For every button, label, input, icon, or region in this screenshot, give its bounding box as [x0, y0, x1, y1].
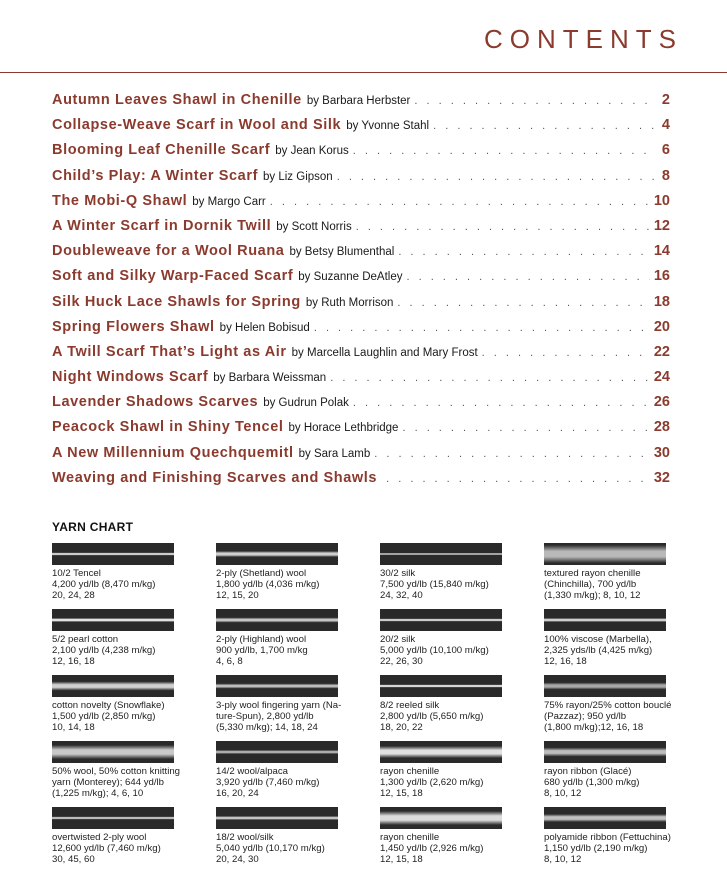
yarn-swatch-image	[52, 675, 174, 697]
yarn-strand	[380, 746, 502, 758]
toc-entry-title: Spring Flowers Shawl	[52, 318, 215, 335]
yarn-chart-item	[52, 609, 210, 667]
toc-entry-page: 12	[653, 217, 670, 234]
yarn-chart-item	[52, 543, 210, 601]
yarn-description-line: 8, 10, 12	[544, 787, 582, 799]
yarn-chart-item	[380, 543, 538, 601]
toc-entry-page: 4	[661, 117, 670, 134]
yarn-description-line: 8, 10, 12	[544, 853, 582, 865]
yarn-description-line: 24, 32, 40	[380, 589, 423, 601]
yarn-description-line: 12, 16, 18	[544, 655, 587, 667]
yarn-description-line: 5,040 yd/lb (10,170 m/kg)	[216, 842, 325, 854]
yarn-chart-item	[544, 741, 702, 799]
yarn-description-line: 680 yd/lb (1,300 m/kg)	[544, 776, 640, 788]
yarn-swatch-image	[380, 807, 502, 829]
yarn-description-line: (Chinchilla), 700 yd/lb	[544, 578, 637, 590]
yarn-description-line: 18/2 wool/silk	[216, 832, 274, 843]
toc-entry-page: 28	[653, 419, 670, 436]
toc-entry-page: 22	[653, 343, 670, 360]
yarn-chart-item	[380, 675, 538, 733]
toc-entry[interactable]	[52, 344, 670, 369]
yarn-swatch-image	[52, 543, 174, 565]
yarn-description-line: (1,800 m/kg);12, 16, 18	[544, 721, 644, 733]
yarn-description	[216, 701, 374, 733]
toc-entry-author: by Liz Gipson	[263, 170, 333, 183]
yarn-description-line: rayon ribbon (Glacé)	[544, 766, 632, 777]
toc-entry[interactable]	[52, 294, 670, 319]
yarn-description-line: 30, 45, 60	[52, 853, 95, 865]
yarn-description-line: 20/2 silk	[380, 634, 416, 645]
yarn-strand	[216, 551, 338, 557]
yarn-swatch-image	[380, 609, 502, 631]
toc-entry-title: Weaving and Finishing Scarves and Shawls	[52, 469, 378, 486]
page-title: CONTENTS	[484, 24, 683, 54]
yarn-description	[380, 635, 538, 667]
toc-entry[interactable]	[52, 92, 670, 117]
yarn-description	[380, 767, 538, 799]
toc-entry-page: 30	[653, 444, 670, 461]
toc-entry-page: 18	[653, 293, 670, 310]
toc-entry-author: by Barbara Weissman	[213, 372, 327, 385]
yarn-description	[216, 767, 374, 799]
yarn-strand	[544, 545, 666, 563]
yarn-description-line: 12,600 yd/lb (7,460 m/kg)	[52, 842, 161, 854]
yarn-chart-item	[52, 741, 210, 799]
header-divider	[0, 72, 727, 73]
yarn-description-line: (Pazzaz); 950 yd/lb	[544, 710, 627, 722]
yarn-description-line: 900 yd/lb, 1,700 m/kg	[216, 644, 308, 656]
toc-entry-page: 20	[653, 318, 670, 335]
yarn-swatch-image	[216, 543, 338, 565]
yarn-strand	[380, 553, 502, 555]
toc-leader-dots	[353, 397, 650, 409]
toc-entry-page: 26	[653, 394, 670, 411]
yarn-chart-item	[216, 807, 374, 865]
toc-leader-dots	[398, 246, 650, 258]
toc-entry-title: Night Windows Scarf	[52, 369, 209, 386]
toc-leader-dots	[374, 448, 650, 460]
yarn-chart-heading: YARN CHART	[52, 520, 134, 534]
yarn-swatch-image	[216, 807, 338, 829]
toc-entry-page: 6	[661, 142, 670, 159]
yarn-description-line: 4,200 yd/lb (8,470 m/kg)	[52, 578, 156, 590]
toc-entry-title: A New Millennium Quechquemitl	[52, 444, 294, 461]
yarn-description-line: 7,500 yd/lb (15,840 m/kg)	[380, 578, 489, 590]
yarn-chart-item	[544, 675, 702, 733]
yarn-description-line: 18, 20, 22	[380, 721, 423, 733]
yarn-description-line: textured rayon chenille	[544, 568, 641, 579]
toc-entry-title: Lavender Shadows Scarves	[52, 394, 259, 411]
toc-entry-title: A Twill Scarf That’s Light as Air	[52, 343, 287, 360]
toc-leader-dots	[353, 145, 654, 157]
yarn-strand	[380, 685, 502, 688]
yarn-description-line: 2-ply (Highland) wool	[216, 634, 307, 645]
toc-leader-dots	[337, 171, 654, 183]
yarn-description	[380, 701, 538, 733]
toc-entry-page: 2	[661, 92, 670, 108]
toc-entry[interactable]	[52, 117, 670, 142]
yarn-description-line: 3,920 yd/lb (7,460 m/kg)	[216, 776, 320, 788]
yarn-description-line: 2-ply (Shetland) wool	[216, 568, 307, 579]
yarn-description	[380, 569, 538, 601]
yarn-description	[52, 569, 210, 601]
yarn-description	[52, 635, 210, 667]
toc-entry[interactable]	[52, 470, 670, 495]
toc-entry[interactable]	[52, 319, 670, 344]
toc-entry-title: The Mobi-Q Shawl	[52, 192, 188, 209]
yarn-description	[52, 767, 210, 799]
toc-entry-author: by Sara Lamb	[298, 447, 371, 460]
yarn-swatch-image	[216, 609, 338, 631]
yarn-chart-item	[216, 609, 374, 667]
toc-leader-dots	[330, 372, 650, 384]
toc-entry-author: by Helen Bobisud	[219, 321, 310, 334]
yarn-description-line: yarn (Monterey); 644 yd/lb	[52, 776, 164, 788]
yarn-strand	[216, 816, 338, 820]
yarn-chart-item	[544, 609, 702, 667]
toc-leader-dots	[397, 297, 649, 309]
yarn-description-line: 1,300 yd/lb (2,620 m/kg)	[380, 776, 484, 788]
yarn-description-line: 30/2 silk	[380, 568, 416, 579]
toc-entry-author: by Margo Carr	[192, 195, 266, 208]
yarn-chart-item	[52, 675, 210, 733]
yarn-description-line: 20, 24, 28	[52, 589, 95, 601]
toc-entry-title: Doubleweave for a Wool Ruana	[52, 243, 285, 260]
yarn-swatch-image	[544, 807, 666, 829]
yarn-strand	[380, 619, 502, 622]
yarn-swatch-image	[544, 741, 666, 763]
toc-entry[interactable]	[52, 394, 670, 419]
yarn-chart-item	[380, 609, 538, 667]
toc-entry[interactable]	[52, 243, 670, 268]
toc-entry-page: 16	[653, 268, 670, 285]
toc-leader-dots	[386, 473, 650, 485]
toc-leader-dots	[433, 120, 654, 132]
yarn-strand	[52, 817, 174, 820]
yarn-strand	[544, 748, 666, 757]
yarn-description-line: 2,100 yd/lb (4,238 m/kg)	[52, 644, 156, 656]
yarn-chart-item	[216, 675, 374, 733]
toc-entry-title: Silk Huck Lace Shawls for Spring	[52, 293, 301, 310]
yarn-description-line: 75% rayon/25% cotton bouclé	[544, 700, 672, 711]
table-of-contents	[52, 92, 670, 495]
yarn-description-line: polyamide ribbon (Fettuchina)	[544, 832, 671, 843]
yarn-description-line: 5/2 pearl cotton	[52, 634, 119, 645]
yarn-description-line: 2,800 yd/lb (5,650 m/kg)	[380, 710, 484, 722]
toc-entry-title: Blooming Leaf Chenille Scarf	[52, 142, 271, 159]
toc-entry-author: by Horace Lethbridge	[288, 422, 399, 435]
toc-entry[interactable]	[52, 142, 670, 167]
yarn-description-line: rayon chenille	[380, 766, 440, 777]
yarn-swatch-image	[380, 741, 502, 763]
toc-entry[interactable]	[52, 268, 670, 293]
toc-entry-author: by Barbara Herbster	[306, 95, 411, 107]
yarn-description-line: 8/2 reeled silk	[380, 700, 440, 711]
toc-entry[interactable]	[52, 193, 670, 218]
toc-entry[interactable]	[52, 445, 670, 470]
toc-leader-dots	[414, 95, 654, 107]
toc-entry[interactable]	[52, 218, 670, 243]
yarn-description-line: 10, 14, 18	[52, 721, 95, 733]
toc-entry-title: Soft and Silky Warp-Faced Scarf	[52, 268, 294, 285]
yarn-swatch-image	[380, 543, 502, 565]
toc-entry-author: by Yvonne Stahl	[346, 120, 430, 133]
yarn-swatch-image	[52, 609, 174, 631]
yarn-description-line: rayon chenille	[380, 832, 440, 843]
toc-entry-page: 10	[653, 192, 670, 209]
yarn-description-line: (5,330 m/kg); 14, 18, 24	[216, 721, 318, 733]
toc-entry[interactable]	[52, 168, 670, 193]
yarn-description	[544, 767, 702, 799]
yarn-description-line: 12, 15, 18	[380, 787, 423, 799]
yarn-strand	[52, 745, 174, 759]
toc-entry-page: 32	[653, 469, 670, 486]
toc-entry-author: by Scott Norris	[276, 220, 352, 233]
yarn-strand	[216, 618, 338, 623]
yarn-strand	[544, 814, 666, 822]
yarn-description	[544, 701, 702, 733]
toc-entry[interactable]	[52, 369, 670, 394]
yarn-strand	[52, 553, 174, 556]
yarn-description-line: 12, 16, 18	[52, 655, 95, 667]
yarn-description-line: overtwisted 2-ply wool	[52, 832, 147, 843]
yarn-description-line: 12, 15, 20	[216, 589, 259, 601]
yarn-strand	[544, 683, 666, 690]
yarn-swatch-image	[52, 741, 174, 763]
toc-entry-author: by Jean Korus	[275, 145, 349, 158]
toc-leader-dots	[482, 347, 650, 359]
yarn-description-line: 22, 26, 30	[380, 655, 423, 667]
yarn-description	[544, 569, 702, 601]
yarn-description-line: 1,800 yd/lb (4,036 m/kg)	[216, 578, 320, 590]
toc-entry-title: Peacock Shawl in Shiny Tencel	[52, 419, 284, 436]
yarn-chart-item	[216, 741, 374, 799]
yarn-chart-item	[380, 741, 538, 799]
yarn-description-line: 2,325 yds/lb (4,425 m/kg)	[544, 644, 653, 656]
toc-entry-title: A Winter Scarf in Dornik Twill	[52, 217, 272, 234]
yarn-description-line: 5,000 yd/lb (10,100 m/kg)	[380, 644, 489, 656]
yarn-swatch-image	[216, 741, 338, 763]
yarn-chart-item	[544, 807, 702, 865]
toc-entry-page: 24	[653, 369, 670, 386]
yarn-chart-item	[544, 543, 702, 601]
yarn-chart-item	[380, 807, 538, 865]
yarn-strand	[52, 682, 174, 691]
yarn-description-line: 1,500 yd/lb (2,850 m/kg)	[52, 710, 156, 722]
yarn-strand	[52, 618, 174, 622]
toc-entry-title: Child’s Play: A Winter Scarf	[52, 167, 259, 184]
yarn-description	[544, 635, 702, 667]
yarn-description	[380, 833, 538, 865]
yarn-description	[52, 833, 210, 865]
toc-entry-author: by Betsy Blumenthal	[289, 246, 395, 259]
yarn-description	[216, 635, 374, 667]
yarn-swatch-image	[544, 675, 666, 697]
toc-entry-page: 8	[661, 167, 670, 184]
yarn-chart-item	[216, 543, 374, 601]
yarn-chart-item	[52, 807, 210, 865]
toc-leader-dots	[406, 271, 649, 283]
yarn-swatch-image	[544, 609, 666, 631]
yarn-strand	[380, 811, 502, 825]
toc-leader-dots	[270, 196, 650, 208]
yarn-swatch-image	[380, 675, 502, 697]
yarn-strand	[216, 684, 338, 689]
yarn-description-line: (1,330 m/kg); 8, 10, 12	[544, 589, 641, 601]
yarn-description	[216, 569, 374, 601]
yarn-description-line: 1,150 yd/lb (2,190 m/kg)	[544, 842, 648, 854]
toc-entry-title: Collapse-Weave Scarf in Wool and Silk	[52, 117, 342, 134]
yarn-description-line: 20, 24, 30	[216, 853, 259, 865]
yarn-description-line: ture-Spun), 2,800 yd/lb	[216, 710, 314, 722]
toc-entry-page: 14	[653, 243, 670, 260]
yarn-description-line: 14/2 wool/alpaca	[216, 766, 289, 777]
yarn-description-line: 12, 15, 18	[380, 853, 423, 865]
yarn-description-line: 50% wool, 50% cotton knitting	[52, 766, 180, 777]
yarn-description-line: 3-ply wool fingering yarn (Na-	[216, 700, 342, 711]
yarn-description	[216, 833, 374, 865]
toc-leader-dots	[402, 422, 649, 434]
toc-entry[interactable]	[52, 419, 670, 444]
toc-entry-author: by Marcella Laughlin and Mary Frost	[291, 346, 478, 359]
toc-entry-author: by Gudrun Polak	[263, 397, 349, 410]
yarn-description-line: 10/2 Tencel	[52, 568, 101, 579]
yarn-description-line: 100% viscose (Marbella),	[544, 634, 652, 645]
toc-entry-title: Autumn Leaves Shawl in Chenille	[52, 92, 302, 108]
toc-leader-dots	[314, 322, 650, 334]
yarn-description-line: 16, 20, 24	[216, 787, 259, 799]
yarn-description-line: (1,225 m/kg); 4, 6, 10	[52, 787, 144, 799]
toc-entry-author: by Ruth Morrison	[305, 296, 394, 309]
yarn-swatch-image	[216, 675, 338, 697]
yarn-description-line: 4, 6, 8	[216, 655, 243, 667]
toc-entry-author: by Suzanne DeAtley	[298, 271, 403, 284]
yarn-description-line: cotton novelty (Snowflake)	[52, 700, 165, 711]
yarn-swatch-image	[52, 807, 174, 829]
yarn-strand	[216, 750, 338, 754]
yarn-description	[544, 833, 702, 865]
yarn-description-line: 1,450 yd/lb (2,926 m/kg)	[380, 842, 484, 854]
yarn-swatch-image	[544, 543, 666, 565]
toc-leader-dots	[356, 221, 650, 233]
yarn-strand	[544, 618, 666, 622]
yarn-description	[52, 701, 210, 733]
